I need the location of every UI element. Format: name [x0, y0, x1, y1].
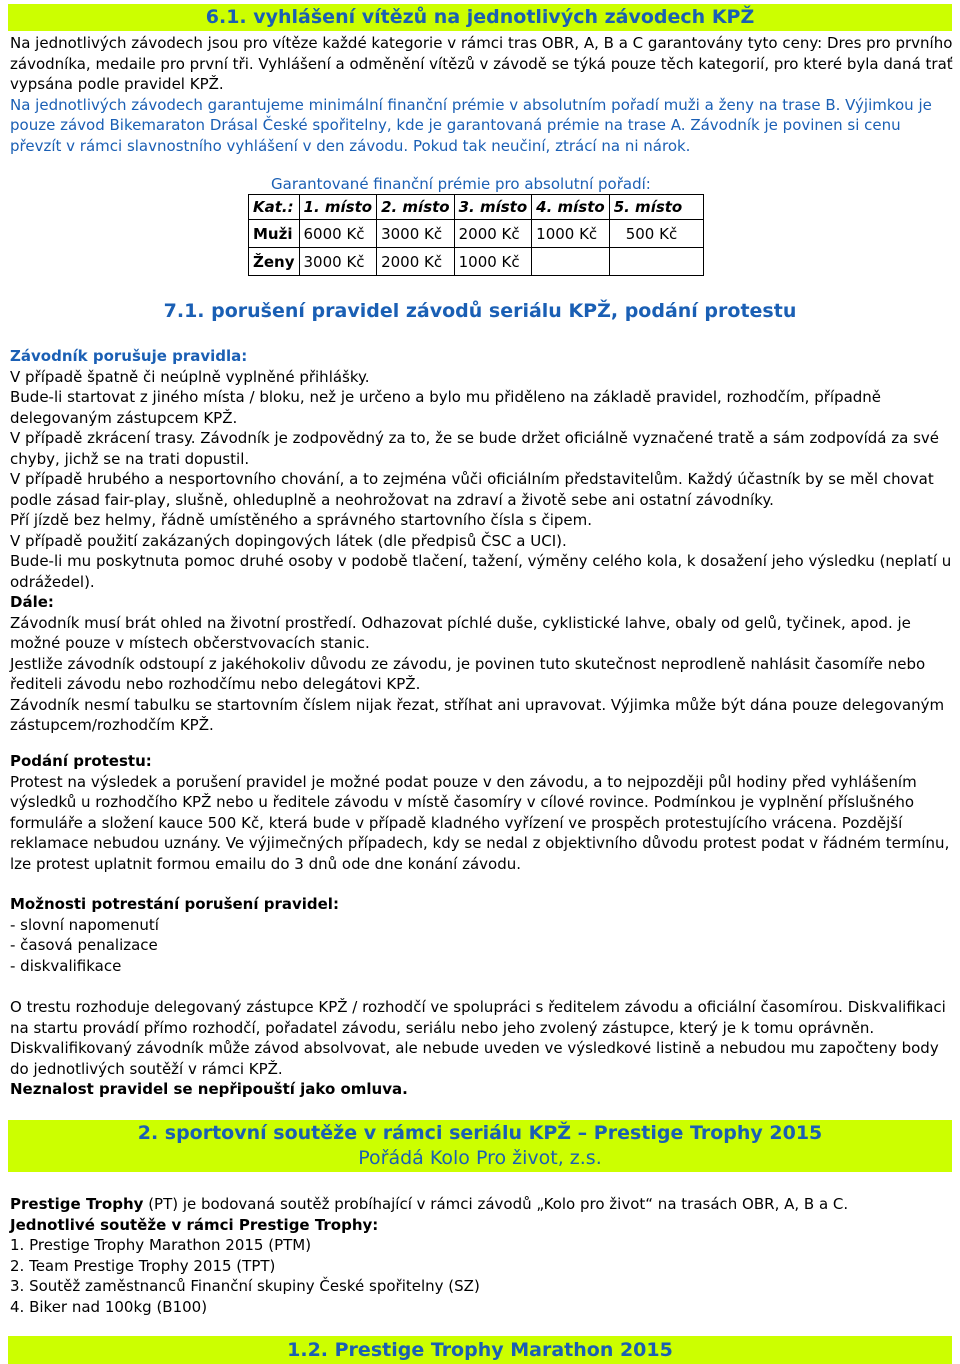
table-cell: 2000 Kč: [377, 248, 455, 276]
table-cell: Muži: [249, 220, 300, 248]
intro-bold: Prestige Trophy: [10, 1195, 144, 1213]
prize-table-header: [249, 195, 704, 220]
table-cell: 3000 Kč: [299, 248, 377, 276]
list-item: Jestliže závodník odstoupí z jakéhokoliv důvodu ze závodu, je povinen tuto skutečnost neprodleně nahlásit časomíře nebo řediteli závodu nebo rozhodčímu nebo delegátovi KPŽ.: [10, 654, 926, 693]
intro-paragraph: [10, 1194, 954, 1215]
list-item: 3. Soutěž zaměstnanců Finanční skupiny České spořitelny (SZ): [10, 1277, 480, 1295]
competitions-title: Jednotlivé soutěže v rámci Prestige Trophy:: [10, 1215, 379, 1234]
table-header-cell: 3. místo: [454, 195, 532, 220]
table-row: [249, 248, 704, 276]
table-header-cell: Kat.:: [249, 195, 300, 220]
section-7-1-heading: 7.1. porušení pravidel závodů seriálu KPŽ, podání protestu: [163, 300, 797, 322]
table-cell: 1000 Kč: [532, 220, 610, 248]
protest-title: Podání protestu:: [10, 752, 152, 770]
section-6-1-body: [10, 33, 954, 156]
table-cell: 500 Kč: [609, 220, 703, 248]
table-row: [249, 220, 704, 248]
table-cell: [532, 248, 610, 276]
protest-block: [10, 751, 954, 874]
list-item: Bude-li startovat z jiného místa / bloku, než je určeno a bylo mu přiděleno na základě pravidel, rozhodčím, případně delegovaným zástupcem KPŽ.: [10, 388, 882, 427]
further-title: Dále:: [10, 593, 54, 611]
section-2-body: [10, 1194, 954, 1317]
decision-text: O trestu rozhoduje delegovaný zástupce KPŽ / rozhodčí ve spolupráci s ředitelem závodu a oficiální časomírou. Diskvalifikaci na startu provádí přímo rozhodčí, pořadatel závodu, seriálu nebo jeho zvolený zástupce, který je k tomu oprávněn. Diskvalifikovaný závodník může závod absolvovat, ale nebude uveden ve výsledkové listině a nebudou mu započteny body do jednotlivých soutěží v rámci KPŽ.: [10, 998, 946, 1078]
violations-title: Závodník porušuje pravidla:: [10, 347, 248, 365]
intro-rest: (PT) je bodovaná soutěž probíhající v rámci závodů „Kolo pro život“ na trasách OBR, A, B a C.: [143, 1195, 849, 1213]
section-7-1-body: [10, 346, 954, 736]
list-item: 1. Prestige Trophy Marathon 2015 (PTM): [10, 1236, 312, 1254]
list-item: - diskvalifikace: [10, 956, 122, 975]
table-cell: 3000 Kč: [377, 220, 455, 248]
list-item: Pří jízdě bez helmy, řádně umístěného a správného startovního čísla s čipem.: [10, 511, 593, 529]
prize-table-caption: Garantované finanční prémie pro absolutní pořadí:: [271, 175, 651, 193]
list-item: - časová penalizace: [10, 936, 158, 954]
table-cell: Ženy: [249, 248, 300, 276]
table-header-cell: 5. místo: [609, 195, 703, 220]
section-6-1-heading: 6.1. vyhlášení vítězů na jednotlivých závodech KPŽ: [8, 4, 952, 31]
list-item: Závodník musí brát ohled na životní prostředí. Odhazovat píchlé duše, cyklistické lahve, obaly od gelů, tyčinek, apod. je možné pouze v místech občerstvovacích stanic.: [10, 613, 911, 652]
table-cell: [609, 248, 703, 276]
table-header-cell: 2. místo: [377, 195, 455, 220]
list-item: 2. Team Prestige Trophy 2015 (TPT): [10, 1256, 276, 1275]
section-1-2-heading: 1.2. Prestige Trophy Marathon 2015: [8, 1336, 952, 1364]
section-2-subheading: Pořádá Kolo Pro život, z.s.: [358, 1147, 602, 1169]
list-item: V případě zkrácení trasy. Závodník je zodpovědný za to, že se bude držet oficiálně vyznačené tratě a sám zodpovídá za své chyby, jichž se na trati dopustil.: [10, 429, 939, 468]
prizes-paragraph: Na jednotlivých závodech jsou pro vítěze každé kategorie v rámci tras OBR, A, B a C garantovány tyto ceny: Dres pro prvního závodníka, medaile pro první tři. Vyhlášení a odměnění vítězů v závodě se týká pouze těch kategorií, pro které byla daná trať vypsána podle pravidel KPŽ.: [10, 34, 953, 93]
section-2-heading-band: [8, 1120, 952, 1172]
ignorance-note: Neznalost pravidel se nepřipouští jako omluva.: [10, 1080, 408, 1098]
list-item: Bude-li mu poskytnuta pomoc druhé osoby v podobě tlačení, tažení, výměny celého kola, k dosažení jeho výsledku (neplatí u odrážedel).: [10, 552, 952, 591]
decision-block: [10, 997, 954, 1100]
table-cell: 1000 Kč: [454, 248, 532, 276]
table-header-cell: 1. místo: [299, 195, 377, 220]
section-2-heading: 2. sportovní soutěže v rámci seriálu KPŽ – Prestige Trophy 2015: [137, 1122, 823, 1144]
list-item: V případě použití zakázaných dopingových látek (dle předpisů ČSC a UCI).: [10, 531, 567, 550]
penalties-title: Možnosti potrestání porušení pravidel:: [10, 895, 339, 913]
table-cell: 6000 Kč: [299, 220, 377, 248]
protest-text: Protest na výsledek a porušení pravidel je možné podat pouze v den závodu, a to nejpozději půl hodiny před vyhlášením výsledků u rozhodčího KPŽ nebo u ředitele závodu v místě časomíry v cílové rovince. Podmínkou je vyplnění příslušného formuláře a složení kauce 500 Kč, která bude v případě kladného vyřízení ve prospěch protestujícího vrácena. Pozdější reklamace nebudou uznány. Ve výjimečných případech, kdy se nedal z objektivního důvodu protest podat v řádném termínu, lze protest uplatnit formou emailu do 3 dnů ode dne konání závodu.: [10, 772, 950, 873]
bonus-paragraph: Na jednotlivých závodech garantujeme minimální finanční prémie v absolutním pořadí muži a ženy na trase B. Výjimkou je pouze závod Bikemaraton Drásal České spořitelny, kde je garantovaná prémie na trase A. Závodník je povinen si cenu převzít v rámci slavnostního vyhlášení v den závodu. Pokud tak neučiní, ztrácí na ni nárok.: [10, 95, 932, 155]
table-header-cell: 4. místo: [532, 195, 610, 220]
penalties-block: [10, 894, 954, 976]
table-cell: 2000 Kč: [454, 220, 532, 248]
list-item: Závodník nesmí tabulku se startovním číslem nijak řezat, stříhat ani upravovat. Výjimka může být dána pouze delegovaným zástupcem/rozhodčím KPŽ.: [10, 695, 945, 734]
list-item: V případě špatně či neúplně vyplněné přihlášky.: [10, 367, 370, 386]
list-item: 4. Biker nad 100kg (B100): [10, 1297, 208, 1316]
list-item: - slovní napomenutí: [10, 915, 159, 934]
list-item: V případě hrubého a nesportovního chování, a to zejména vůči oficiálním představitelům. Každý účastník by se měl chovat podle zásad fair-play, slušně, ohleduplně a neohrožovat na zdraví a životě sebe ani ostatní závodníky.: [10, 470, 934, 509]
prize-table: [248, 194, 704, 276]
